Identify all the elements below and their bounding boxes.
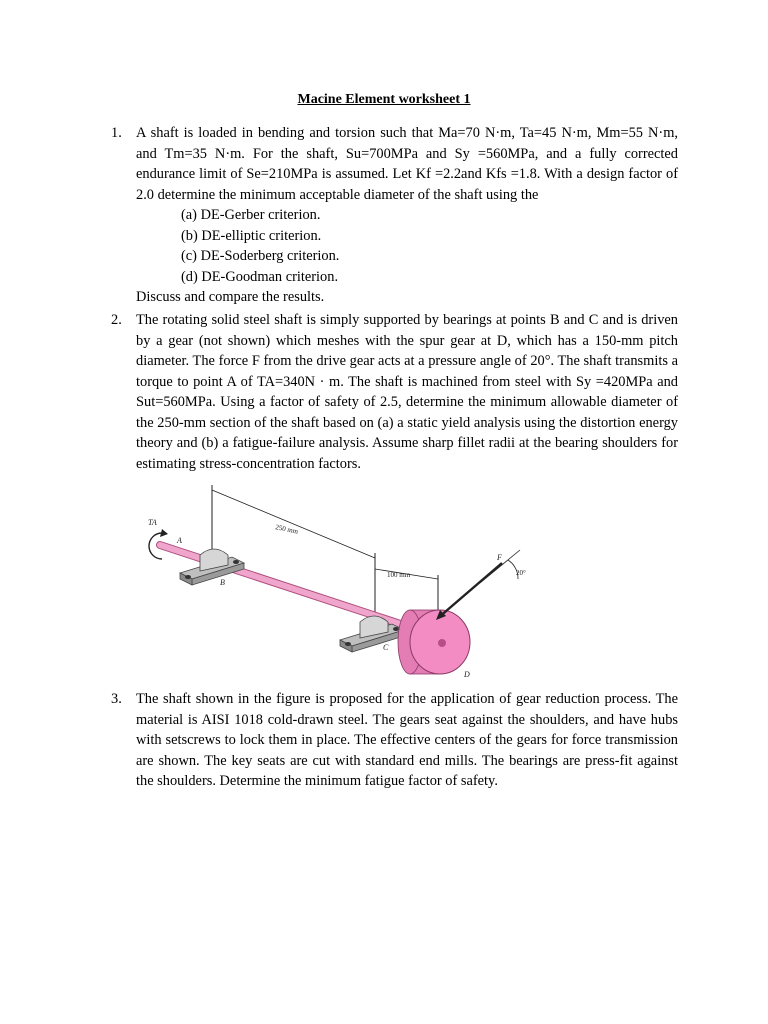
problem-closing: Discuss and compare the results. — [136, 289, 325, 305]
force-label: F — [497, 553, 502, 562]
arrowhead-icon — [160, 529, 168, 537]
dimension-label-100: 100 mm — [387, 571, 411, 579]
problem-2 — [111, 310, 678, 474]
option-item: (b) DE-elliptic criterion. — [181, 227, 322, 244]
shaft-figure — [140, 485, 560, 685]
shaft-diagram — [140, 485, 560, 685]
point-label-b: B — [220, 578, 225, 587]
problem-text: The shaft shown in the figure is proposed for the application of gear reduction process. The material is AISI 1018 cold-drawn steel. The gears seat against the shoulders, and have hubs with setscrews to lock them in place. The effective centers of the gears for force transmission are shown. The key seats are cut with standard end mills. The bearings are press-fit against the shoulders. Determine the minimum fatigue factor of safety. — [136, 691, 678, 789]
option-item: (a) DE-Gerber criterion. — [181, 207, 321, 223]
dimension-line — [212, 490, 375, 558]
problem-text: A shaft is loaded in bending and torsion such that Ma=70 N·m, Ta=45 N·m, Mm=55 N·m, and Tm=35 N·m. For the shaft, Su=700MPa and Sy =560MPa, and a fully corrected endurance limit of Se=210MPa is assumed. Let Kf =2.2and Kfs =1.8. With a design factor of 2.0 determine the minimum acceptable diameter of the shaft using the — [136, 125, 678, 203]
point-label-d: D — [464, 670, 470, 679]
option-item: (d) DE-Goodman criterion. — [181, 268, 339, 285]
problem-number: 2. — [111, 312, 122, 328]
force-arrow — [438, 563, 502, 618]
problem-3 — [111, 689, 678, 792]
page-title: Macine Element worksheet 1 — [297, 92, 471, 107]
gear-d — [398, 610, 470, 674]
problem-number: 1. — [111, 125, 122, 141]
problem-text: The rotating solid steel shaft is simply supported by bearings at points B and C and is driven by a gear (not shown) which meshes with the spur gear at D, which has a 150-mm pitch diameter. The force F from the drive gear acts at a pressure angle of 20°. The shaft transmits a torque to point A of TA=340N · m. The shaft is machined from steel with Sy =420MPa and Sut=560MPa. Using a factor of safety of 2.5, determine the minimum allowable diameter of the 250-mm section of the shaft based on (a) a static yield analysis using the distortion energy theory and (b) a fatigue-failure analysis. Assume sharp fillet radii at the bearing shoulders for estimating stress-concentration factors. — [136, 312, 678, 472]
point-label-c: C — [383, 643, 389, 652]
problem-number: 3. — [111, 691, 122, 707]
torque-label: TA — [148, 518, 157, 527]
dimension-label-250: 250 mm — [274, 523, 299, 536]
option-item: (c) DE-Soderberg criterion. — [181, 248, 340, 264]
problem-1 — [111, 123, 678, 308]
angle-label: 20° — [516, 569, 526, 577]
option-list — [136, 205, 678, 287]
point-label-a: A — [177, 536, 182, 545]
